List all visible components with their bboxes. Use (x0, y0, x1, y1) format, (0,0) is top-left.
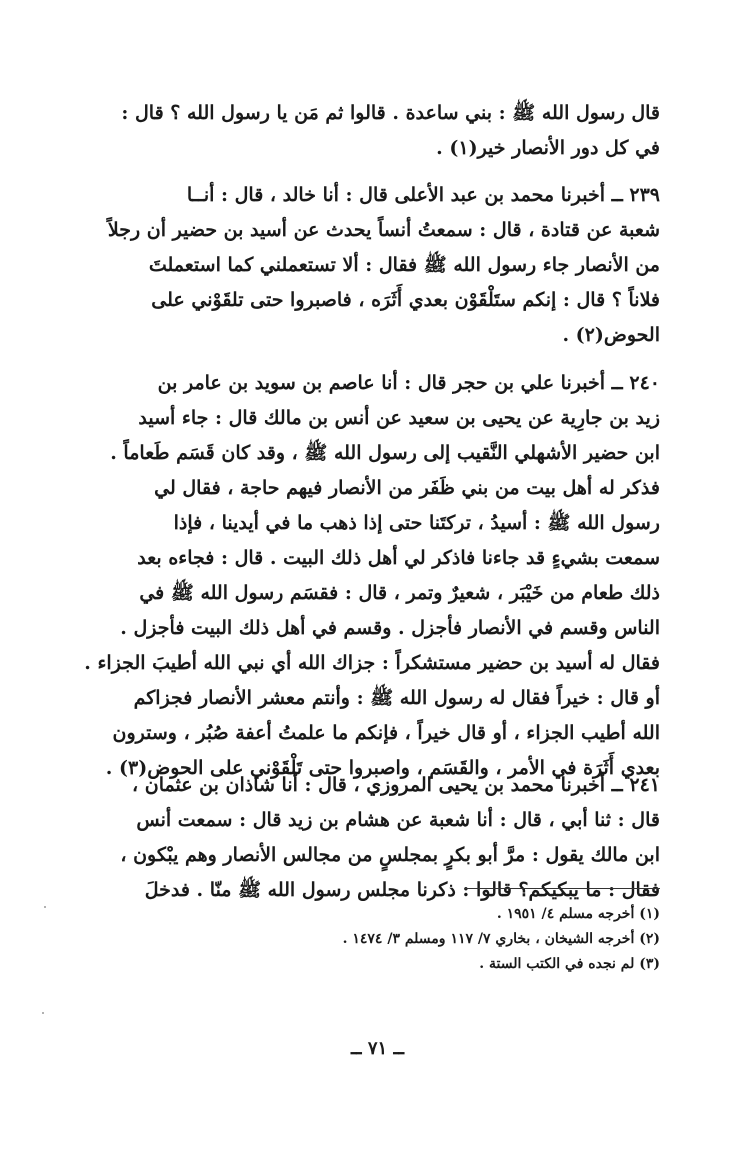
text-line: من الأنصار جاء رسول الله ﷺ فقال : ألا تستعملني كما استعملتَ (148, 254, 660, 276)
text-line: فقال له أسيد بن حضير مستشكراً : جزاك الله أي نبي الله أطيبَ الجزاء . (84, 652, 660, 674)
hadith-paragraph-241 (110, 768, 660, 908)
footnote-1: (١) أخرجه مسلم ٤/ ١٩٥١ . (496, 906, 660, 922)
text-line: ٢٤٠ ــ أخبرنا علي بن حجر قال : أنا عاصم بن سويد بن عامر بن (157, 372, 660, 394)
text-line: الناس وقسم في الأنصار فأجزل . وقسم في أهل ذلك البيت فأجزل . (120, 617, 660, 639)
footnote-divider (465, 888, 660, 889)
text-line: بعدي أَثَرَة في الأمر ، والقَسَم ، واصبروا حتى تَلْقَوْني على الحوض(٣) . (105, 757, 660, 779)
hadith-paragraph-240 (84, 366, 660, 786)
text-line: ٢٤١ ــ أخبرنا محمد بن يحيى المروزي ، قال : أنا شاذان بن عثمان ، (132, 774, 660, 796)
text-line: زيد بن جارِية عن يحيى بن سعيد عن أنس بن مالك قال : جاء أسيد (138, 407, 660, 429)
text-line: ابن حضير الأشهلي النَّقيب إلى رسول الله ﷺ ، وقد كان قَسَم طَعاماً . (110, 442, 660, 464)
text-line: أو قال : خيراً فقال له رسول الله ﷺ : وأنتم معشر الأنصار فجزاكم (133, 687, 660, 709)
text-line: فلاناً ؟ قال : إنكم ستَلْقَوْن بعدي أَثَرَه ، فاصبروا حتى تلقَوْني على (151, 289, 660, 311)
text-line: رسول الله ﷺ : أسيدُ ، تركتَنا حتى إذا ذهب ما في أيدينا ، فإذا (173, 512, 660, 534)
hadith-paragraph-239 (107, 178, 660, 353)
text-line: سمعت بشيءٍ قد جاءنا فاذكر لي أهل ذلك البيت . قال : فجاءه بعد (137, 547, 660, 569)
hadith-paragraph-continuation (110, 96, 660, 166)
footnotes (110, 902, 660, 977)
text-line: ابن مالك يقول : مرَّ أبو بكرٍ بمجلسٍ من مجالس الأنصار وهم يبْكون ، (120, 844, 660, 866)
text-line: الحوض(٢) . (562, 324, 660, 346)
text-line: شعبة عن قتادة ، قال : سمعتُ أنساً يحدث عن أسيد بن حضير أن رجلاً (107, 219, 660, 241)
text-line: ٢٣٩ ــ أخبرنا محمد بن عبد الأعلى قال : أنا خالد ، قال : أنــا (186, 184, 660, 206)
text-line: قال رسول الله ﷺ : بني ساعدة . قالوا ثم مَن يا رسول الله ؟ قال : (121, 102, 660, 124)
footnote-2: (٢) أخرجه الشيخان ، بخاري ٧/ ١١٧ ومسلم ٣/ ١٤٧٤ . (342, 931, 660, 947)
text-line: ذلك طعام من خَيْبَر ، شعيرٌ وتمر ، قال : فقسَم رسول الله ﷺ في (139, 582, 660, 604)
text-line: قال : ثنا أبي ، قال : أنا شعبة عن هشام بن زيد قال : سمعت أنس (136, 809, 660, 831)
text-line: الله أطيب الجزاء ، أو قال خيراً ، فإنكم ما علمتُ أعفة صُبُر ، وسترون (112, 722, 660, 744)
text-line: فقال : ما يبكيكم؟ قالوا : ذكرنا مجلس رسول الله ﷺ منّا . فدخلَ (144, 879, 660, 901)
scan-speck (44, 906, 46, 908)
text-line: في كل دور الأنصار خير(١) . (436, 137, 660, 159)
scan-speck (42, 1012, 44, 1014)
footnote-3: (٣) لم نجده في الكتب الستة . (479, 956, 660, 972)
text-line: فذكر له أهل بيت من بني ظَفَر من الأنصار فيهم حاجة ، فقال لي (154, 477, 660, 499)
page-number: ــ ٧١ ــ (351, 1038, 404, 1059)
